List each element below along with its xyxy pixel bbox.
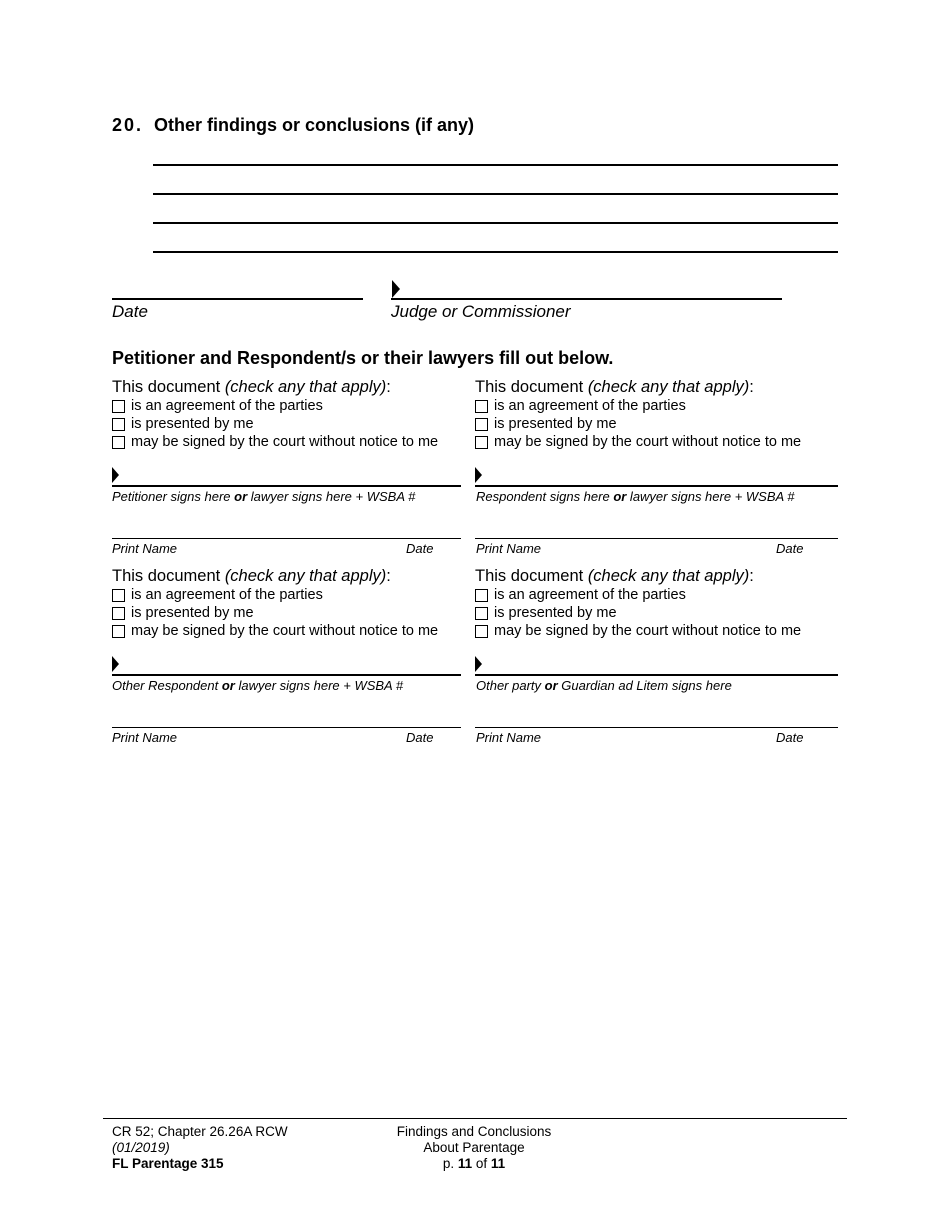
- findings-line-1[interactable]: [153, 164, 838, 166]
- date-label: Date: [776, 541, 804, 556]
- footer-left: [112, 1124, 288, 1172]
- sign-arrow-icon: [112, 656, 119, 672]
- sign-arrow-icon: [392, 280, 400, 298]
- page-number: p. 11 of 11: [442, 1156, 506, 1171]
- respondent-block: [475, 377, 831, 451]
- footer-statute: CR 52; Chapter 26.26A RCW: [112, 1124, 288, 1139]
- option-presented[interactable]: is presented by me: [112, 604, 468, 622]
- findings-line-3[interactable]: [153, 222, 838, 224]
- option-presented[interactable]: is presented by me: [112, 415, 468, 433]
- section-title: Other findings or conclusions (if any): [154, 115, 475, 135]
- option-agreement[interactable]: is an agreement of the parties: [475, 397, 831, 415]
- block-intro: This document (check any that apply):: [475, 378, 754, 396]
- footer-rule: [103, 1118, 847, 1119]
- footer-form-subtitle: About Parentage: [423, 1140, 525, 1155]
- option-without-notice[interactable]: may be signed by the court without notice to me: [112, 433, 468, 451]
- checkbox[interactable]: [112, 418, 125, 431]
- petitioner-block: [112, 377, 468, 451]
- parties-heading: Petitioner and Respondent/s or their lawyers fill out below.: [112, 348, 614, 368]
- sign-arrow-icon: [475, 467, 482, 483]
- checkbox[interactable]: [475, 607, 488, 620]
- other-respondent-signature-line[interactable]: [112, 674, 461, 676]
- section-heading: [112, 115, 474, 136]
- print-name-label: Print Name: [476, 730, 542, 745]
- block-intro: This document (check any that apply):: [112, 378, 391, 396]
- other-party-block: [475, 566, 831, 640]
- checkbox[interactable]: [112, 625, 125, 638]
- section-number: 20.: [112, 115, 144, 135]
- print-name-label: Print Name: [476, 541, 542, 556]
- other-party-print-line[interactable]: [475, 727, 838, 728]
- option-agreement[interactable]: is an agreement of the parties: [112, 586, 468, 604]
- sign-arrow-icon: [112, 467, 119, 483]
- block-intro: This document (check any that apply):: [475, 567, 754, 585]
- checkbox[interactable]: [112, 589, 125, 602]
- other-respondent-block: [112, 566, 468, 640]
- petitioner-sign-label: Petitioner signs here or lawyer signs here + WSBA #: [112, 489, 416, 504]
- option-presented[interactable]: is presented by me: [475, 415, 831, 433]
- checkbox[interactable]: [475, 589, 488, 602]
- findings-line-2[interactable]: [153, 193, 838, 195]
- date-label: Date: [776, 730, 804, 745]
- date-label: Date: [112, 302, 148, 321]
- option-without-notice[interactable]: may be signed by the court without notice to me: [112, 622, 468, 640]
- checkbox[interactable]: [475, 418, 488, 431]
- date-label: Date: [406, 730, 434, 745]
- petitioner-print-line[interactable]: [112, 538, 461, 539]
- sign-arrow-icon: [475, 656, 482, 672]
- respondent-sign-label: Respondent signs here or lawyer signs here + WSBA #: [476, 489, 795, 504]
- checkbox[interactable]: [475, 436, 488, 449]
- option-without-notice[interactable]: may be signed by the court without notice to me: [475, 622, 831, 640]
- print-name-label: Print Name: [112, 541, 178, 556]
- petitioner-signature-line[interactable]: [112, 485, 461, 487]
- option-agreement[interactable]: is an agreement of the parties: [475, 586, 831, 604]
- respondent-signature-line[interactable]: [475, 485, 838, 487]
- judge-signature-line[interactable]: [391, 298, 782, 300]
- date-line[interactable]: [112, 298, 363, 300]
- option-presented[interactable]: is presented by me: [475, 604, 831, 622]
- footer-revision: (01/2019): [112, 1140, 170, 1155]
- option-without-notice[interactable]: may be signed by the court without notice to me: [475, 433, 831, 451]
- checkbox[interactable]: [475, 625, 488, 638]
- footer-form-id: FL Parentage 315: [112, 1156, 224, 1171]
- checkbox[interactable]: [112, 436, 125, 449]
- block-intro: This document (check any that apply):: [112, 567, 391, 585]
- other-party-sign-label: Other party or Guardian ad Litem signs here: [476, 678, 732, 693]
- findings-line-4[interactable]: [153, 251, 838, 253]
- other-party-signature-line[interactable]: [475, 674, 838, 676]
- option-agreement[interactable]: is an agreement of the parties: [112, 397, 468, 415]
- judge-label: Judge or Commissioner: [391, 302, 571, 321]
- checkbox[interactable]: [112, 607, 125, 620]
- other-respondent-print-line[interactable]: [112, 727, 461, 728]
- checkbox[interactable]: [475, 400, 488, 413]
- footer-center: [374, 1124, 574, 1172]
- footer-form-title: Findings and Conclusions: [396, 1124, 552, 1139]
- print-name-label: Print Name: [112, 730, 178, 745]
- other-respondent-sign-label: Other Respondent or lawyer signs here + WSBA #: [112, 678, 404, 693]
- respondent-print-line[interactable]: [475, 538, 838, 539]
- checkbox[interactable]: [112, 400, 125, 413]
- date-label: Date: [406, 541, 434, 556]
